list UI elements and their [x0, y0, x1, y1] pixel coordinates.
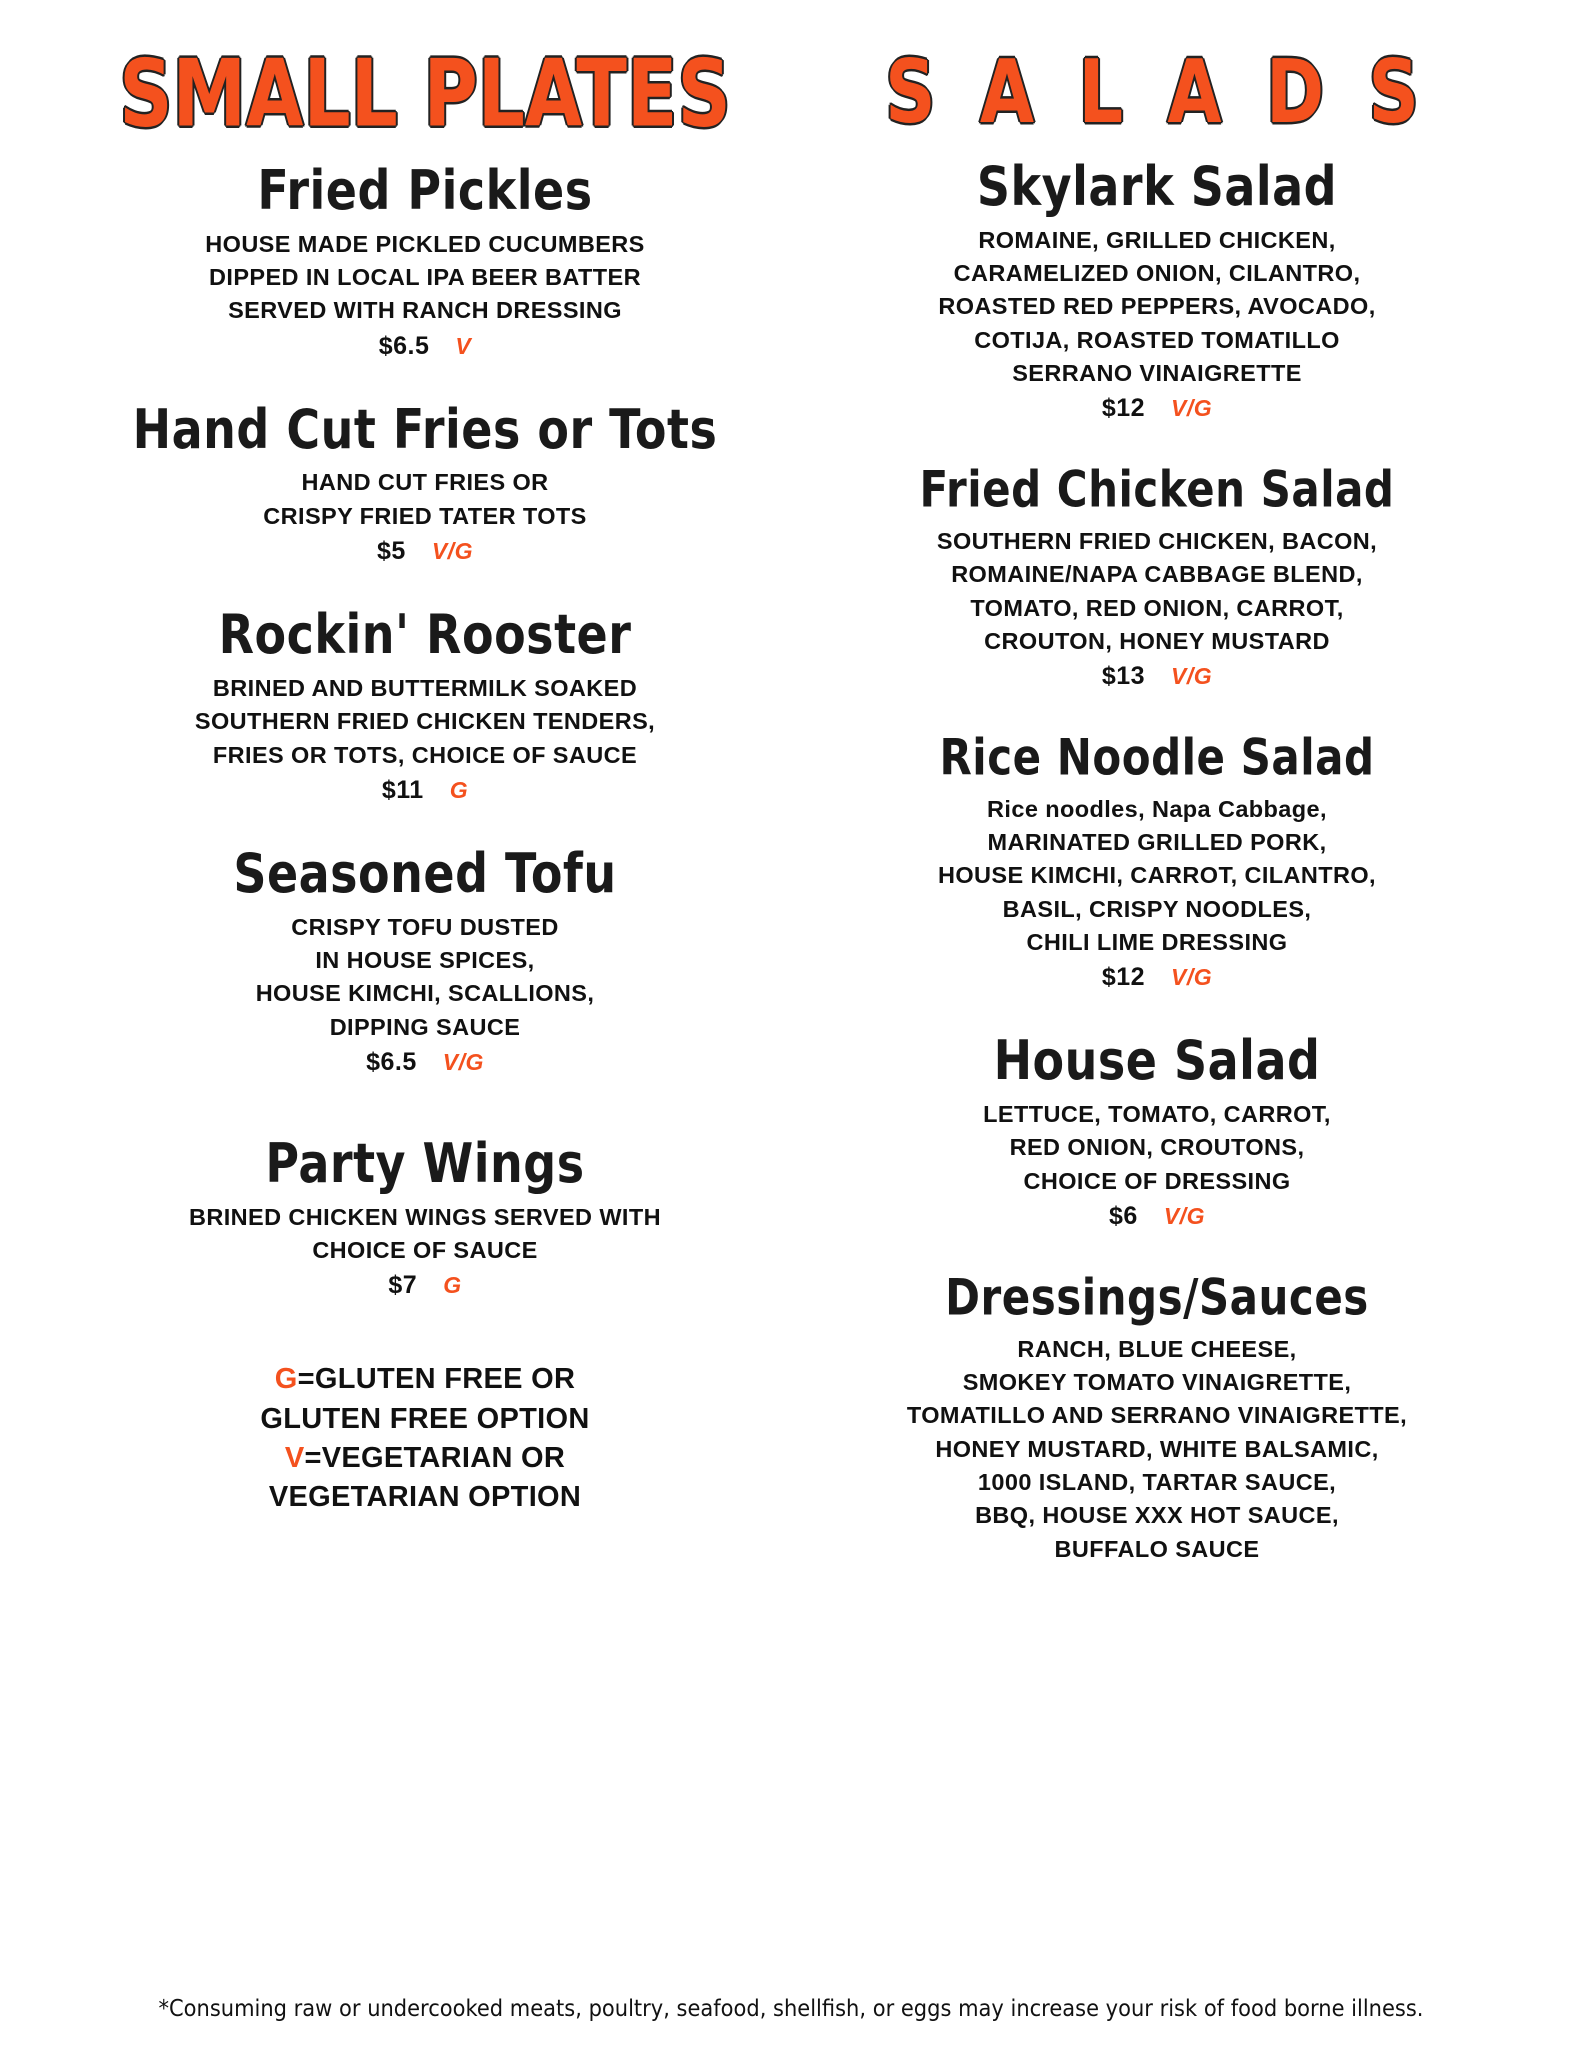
menu-item-description-line: BBQ, HOUSE XXX HOT SAUCE,: [975, 1502, 1339, 1529]
menu-item-description-line: HONEY MUSTARD, WHITE BALSAMIC,: [935, 1435, 1379, 1462]
allergen-footnote: *Consuming raw or undercooked meats, poultry, seafood, shellfish, or eggs may increase your risk of food borne illness.: [158, 1994, 1424, 2022]
menu-item-description-line: ROMAINE/NAPA CABBAGE BLEND,: [951, 561, 1363, 588]
legend-text: =VEGETARIAN OR: [304, 1441, 566, 1474]
menu-item-diet-tag: G: [443, 1272, 462, 1299]
legend-text: =GLUTEN FREE OR: [297, 1363, 576, 1396]
menu-item-diet-tag: V/G: [1171, 663, 1213, 690]
menu-item-diet-tag: G: [449, 776, 469, 803]
menu-item-price-row: [80, 776, 770, 805]
menu-item-description-line: LETTUCE, TOMATO, CARROT,: [983, 1101, 1331, 1128]
menu-item-description-line: SOUTHERN FRIED CHICKEN, BACON,: [936, 527, 1378, 554]
menu-item-description-line: Rice noodles, Napa Cabbage,: [987, 795, 1327, 822]
menu-item-description-line: HOUSE KIMCHI, SCALLIONS,: [255, 980, 595, 1007]
menu-item-price-row: [812, 963, 1502, 992]
menu-item-description-line: TOMATO, RED ONION, CARROT,: [970, 594, 1344, 621]
menu-item-description: [80, 466, 770, 533]
menu-item-name: Party Wings: [265, 1131, 585, 1196]
menu-item-description-line: FRIES OR TOTS, CHOICE OF SAUCE: [212, 741, 638, 768]
menu-item-description: [80, 672, 770, 772]
menu-item-description-line: CROUTON, HONEY MUSTARD: [984, 627, 1330, 654]
menu-item-description-line: DIPPED IN LOCAL IPA BEER BATTER: [209, 264, 641, 291]
salads-column: [812, 40, 1502, 1582]
menu-item-description: [812, 793, 1502, 960]
menu-item-description-line: RED ONION, CROUTONS,: [1009, 1134, 1305, 1161]
menu-item-description-line: ROASTED RED PEPPERS, AVOCADO,: [938, 293, 1376, 320]
menu-item-description-line: SERRANO VINAIGRETTE: [1012, 360, 1302, 387]
menu-item: [812, 728, 1502, 992]
menu-item-name: Rockin' Rooster: [218, 602, 632, 667]
menu-item: [80, 1131, 770, 1300]
menu-item-price-row: [812, 394, 1502, 423]
menu-item-description: [812, 224, 1502, 391]
menu-columns: [70, 40, 1512, 1582]
legend-line: GLUTEN FREE OPTION: [260, 1402, 590, 1435]
menu-item-price: $6.5: [366, 1048, 417, 1076]
menu-item: [812, 1268, 1502, 1566]
menu-item-description-line: SERVED WITH RANCH DRESSING: [228, 297, 622, 324]
menu-item-price-row: [80, 332, 770, 361]
menu-item-price-row: [80, 537, 770, 566]
menu-item-name: Dressings/Sauces: [945, 1268, 1369, 1327]
menu-item: [812, 1028, 1502, 1231]
menu-item-price: $12: [1101, 963, 1146, 992]
menu-item-description: [812, 525, 1502, 658]
menu-item-description-line: RANCH, BLUE CHEESE,: [1017, 1335, 1297, 1362]
menu-item-name: Hand Cut Fries or Tots: [132, 397, 718, 461]
menu-item-description-line: CHILI LIME DRESSING: [1026, 929, 1288, 956]
menu-item-price-row: [80, 1048, 770, 1077]
section-title-small-plates: SMALL PLATES: [119, 40, 731, 148]
menu-item-description-line: 1000 ISLAND, TARTAR SAUCE,: [977, 1468, 1337, 1495]
legend-line: [80, 1360, 770, 1399]
menu-item-name: House Salad: [993, 1028, 1321, 1093]
legend-line: [80, 1439, 770, 1478]
menu-item-description-line: BASIL, CRISPY NOODLES,: [1002, 895, 1312, 922]
menu-item-price: $5: [377, 537, 406, 566]
menu-item-name: Fried Chicken Salad: [919, 461, 1395, 519]
menu-item-description-line: BRINED AND BUTTERMILK SOAKED: [212, 674, 638, 701]
menu-item-diet-tag: V/G: [442, 1049, 484, 1075]
menu-item-diet-tag: V/G: [431, 538, 473, 565]
menu-item-price: $13: [1101, 662, 1146, 691]
diet-legend: [80, 1360, 770, 1517]
menu-item-description-line: SMOKEY TOMATO VINAIGRETTE,: [962, 1368, 1352, 1395]
small-plates-column: [80, 40, 770, 1517]
menu-item-price: $6: [1109, 1202, 1138, 1231]
legend-key-vegetarian: V: [284, 1441, 305, 1474]
menu-item: [80, 841, 770, 1077]
menu-item-description-line: TOMATILLO AND SERRANO VINAIGRETTE,: [906, 1402, 1408, 1429]
menu-item: [812, 154, 1502, 423]
menu-item-description: [80, 1201, 770, 1268]
legend-key-gluten: G: [274, 1363, 298, 1396]
menu-item-price: $12: [1101, 394, 1146, 423]
menu-item: [80, 158, 770, 361]
menu-item-description: [80, 228, 770, 328]
menu-item-description: [812, 1098, 1502, 1198]
menu-item-description-line: BRINED CHICKEN WINGS SERVED WITH: [189, 1203, 661, 1230]
menu-item-description-line: BUFFALO SAUCE: [1054, 1535, 1260, 1562]
menu-item-description-line: CHOICE OF DRESSING: [1023, 1167, 1291, 1194]
menu-item-description-line: IN HOUSE SPICES,: [315, 946, 535, 973]
menu-item-description-line: HAND CUT FRIES OR: [301, 469, 549, 496]
menu-item: [80, 397, 770, 566]
menu-item-price: $11: [381, 775, 424, 804]
menu-item-description-line: CARAMELIZED ONION, CILANTRO,: [953, 260, 1361, 287]
menu-item-description-line: CRISPY TOFU DUSTED: [291, 913, 559, 940]
menu-item-description: [812, 1333, 1502, 1567]
menu-item-description-line: MARINATED GRILLED PORK,: [987, 828, 1327, 855]
menu-item-description-line: SOUTHERN FRIED CHICKEN TENDERS,: [194, 708, 656, 735]
menu-item-price-row: [80, 1271, 770, 1300]
menu-item-description-line: CRISPY FRIED TATER TOTS: [263, 502, 587, 529]
menu-item-name: Fried Pickles: [257, 158, 593, 223]
menu-item-price-row: [812, 1202, 1502, 1231]
menu-item: [812, 463, 1502, 691]
menu-item-description: [80, 911, 770, 1044]
section-title-salads: S A L A D S: [885, 40, 1429, 143]
legend-line: VEGETARIAN OPTION: [268, 1480, 582, 1513]
menu-item-name: Skylark Salad: [976, 154, 1338, 219]
menu-item-name: Rice Noodle Salad: [939, 728, 1375, 787]
menu-item-description-line: ROMAINE, GRILLED CHICKEN,: [978, 226, 1336, 253]
menu-item-diet-tag: V/G: [1171, 964, 1213, 991]
menu-item-diet-tag: V/G: [1171, 395, 1213, 422]
menu-item-description-line: COTIJA, ROASTED TOMATILLO: [974, 326, 1340, 353]
menu-item-diet-tag: V/G: [1163, 1203, 1205, 1230]
menu-item-description-line: HOUSE MADE PICKLED CUCUMBERS: [205, 230, 645, 257]
menu-item-description-line: HOUSE KIMCHI, CARROT, CILANTRO,: [937, 862, 1376, 889]
menu-item-diet-tag: V: [455, 332, 472, 359]
menu-item-description-line: DIPPING SAUCE: [329, 1013, 521, 1040]
menu-item-price-row: [812, 662, 1502, 691]
menu-item-description-line: CHOICE OF SAUCE: [312, 1237, 538, 1264]
menu-item-price: $6.5: [378, 331, 430, 360]
menu-item: [80, 602, 770, 805]
menu-item-price: $7: [388, 1271, 418, 1300]
menu-item-name: Seasoned Tofu: [233, 841, 617, 906]
